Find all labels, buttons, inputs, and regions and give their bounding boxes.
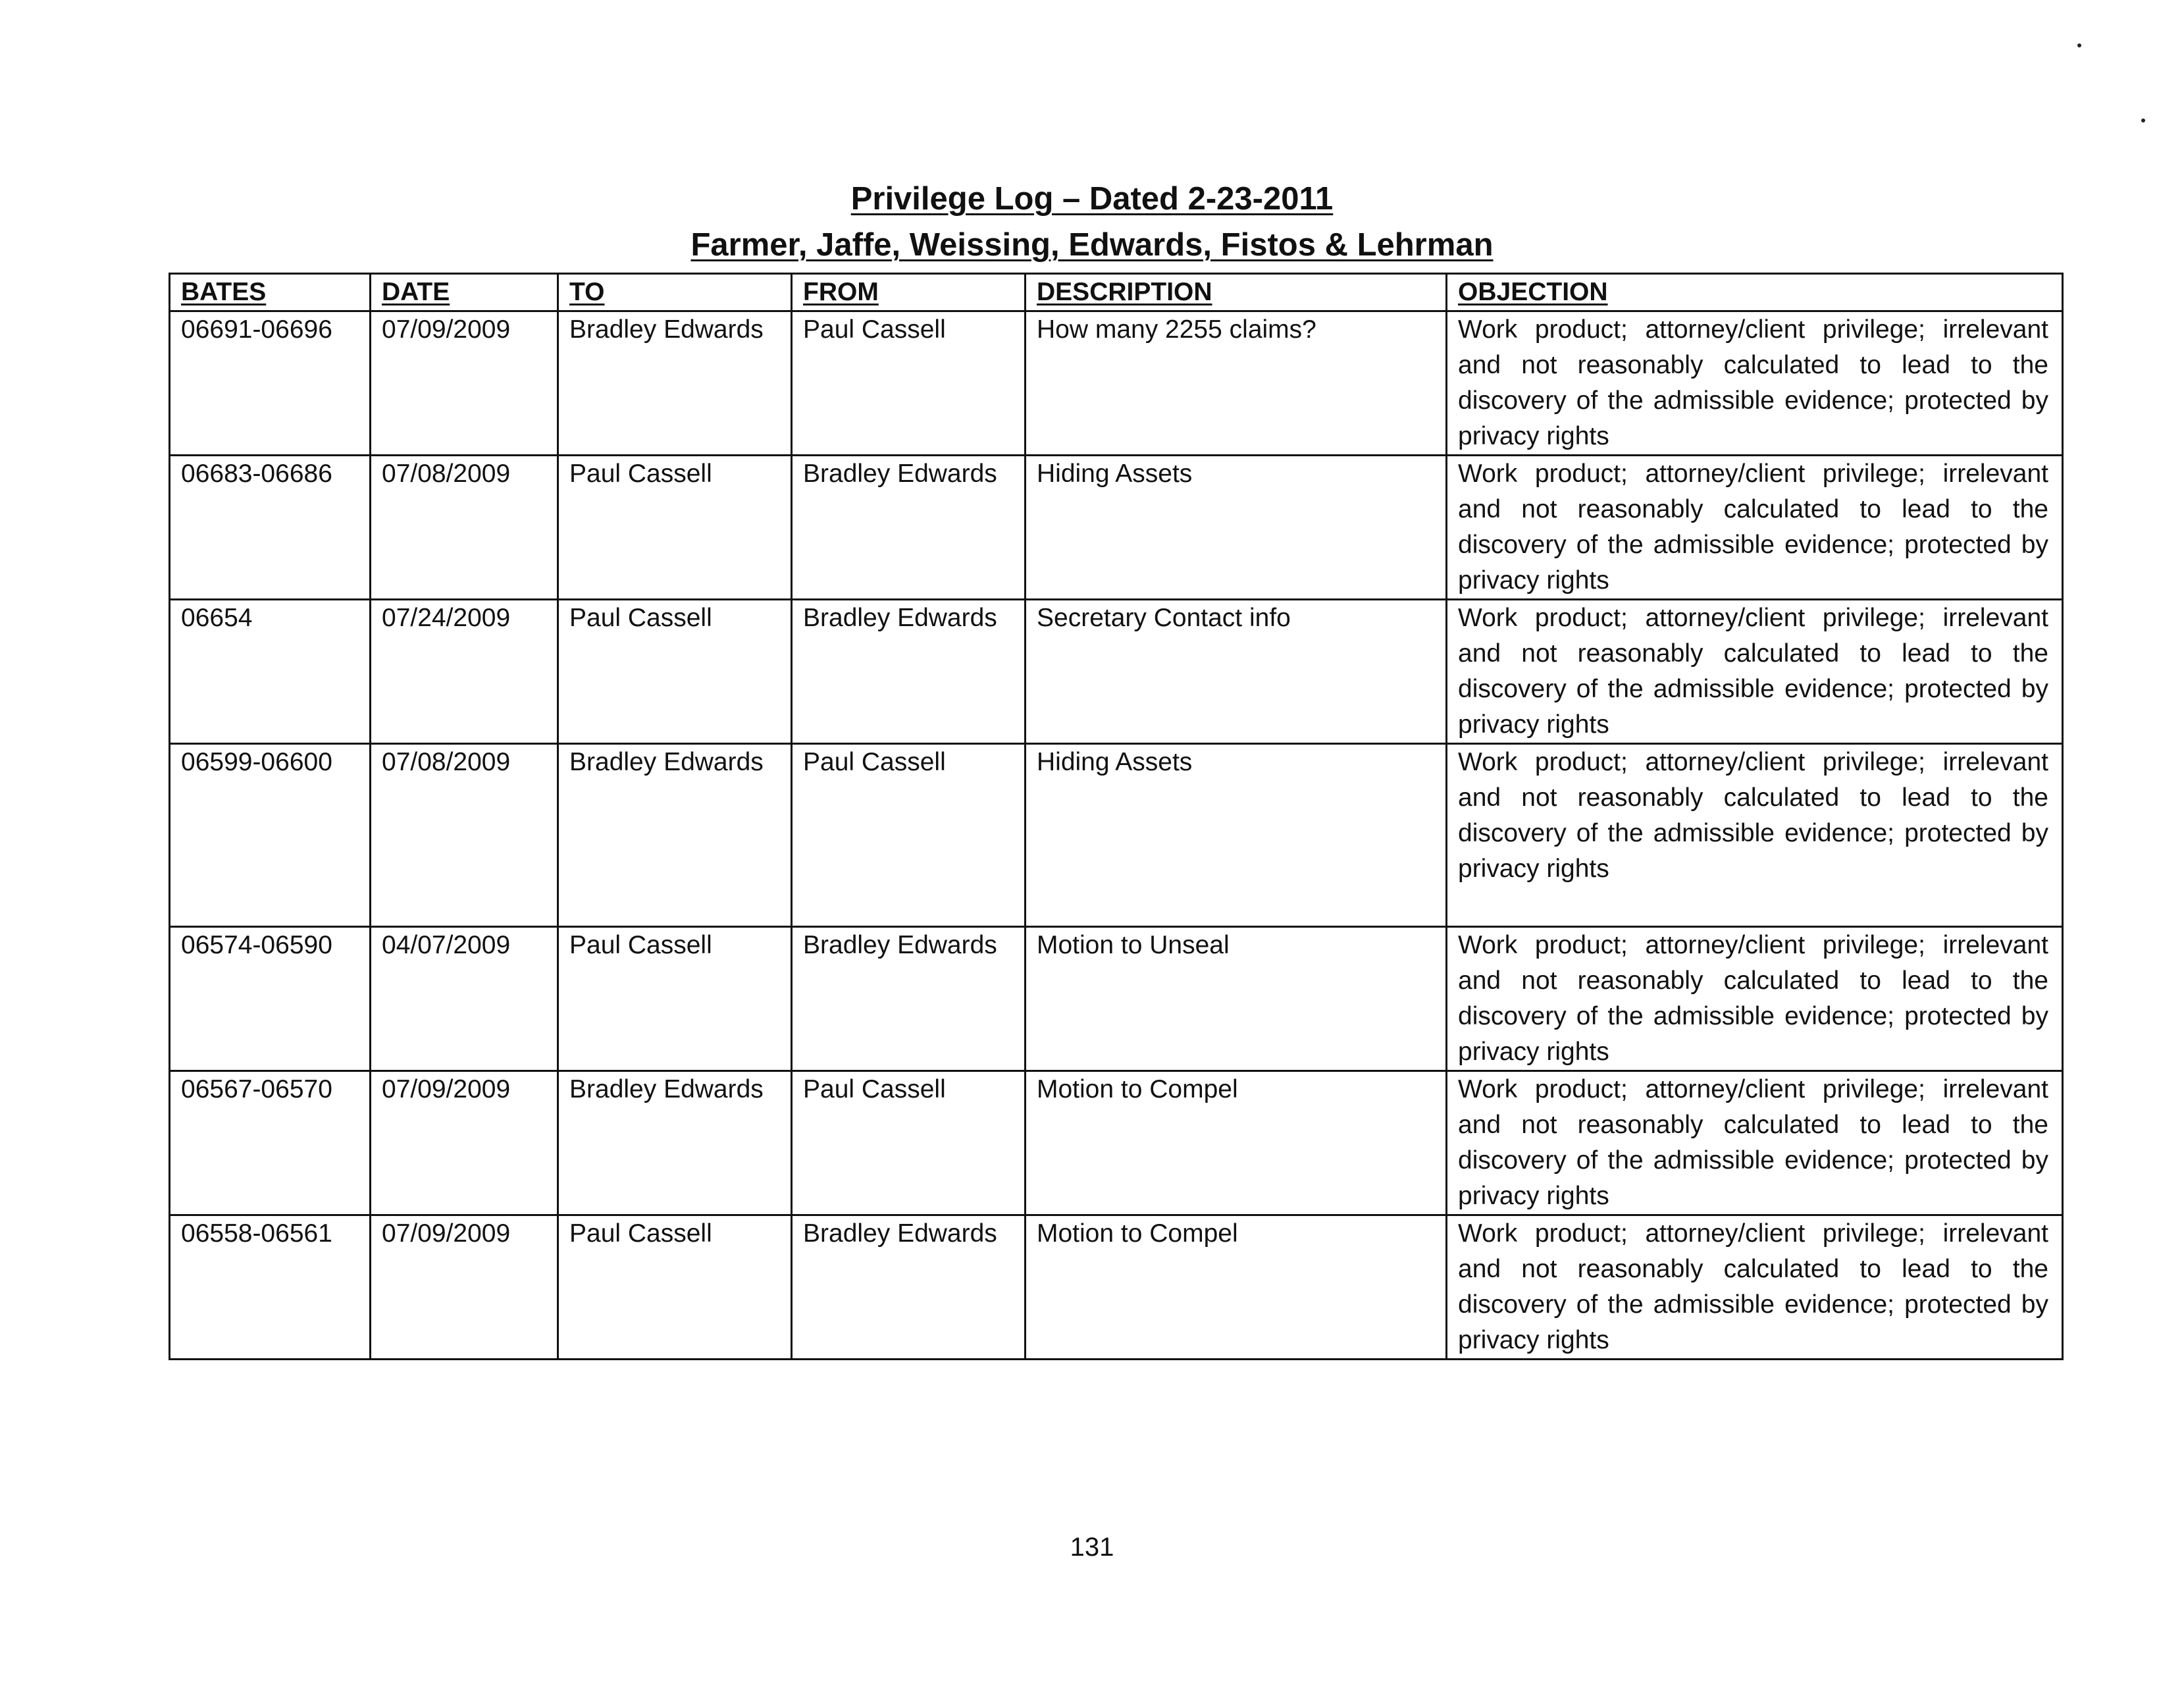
to-cell: Bradley Edwards bbox=[558, 311, 792, 456]
header-row bbox=[170, 274, 2063, 311]
date-cell: 07/08/2009 bbox=[371, 744, 558, 927]
to-cell: Paul Cassell bbox=[558, 1215, 792, 1360]
from-cell: Bradley Edwards bbox=[792, 600, 1026, 744]
date-cell: 07/09/2009 bbox=[371, 311, 558, 456]
table-row bbox=[170, 311, 2063, 456]
objection-cell: Work product; attorney/client privilege; irrelevant and not reasonably calculated to lead to the discovery of the admissible evidence; protected by privacy rights bbox=[1447, 600, 2063, 744]
objection-cell: Work product; attorney/client privilege; irrelevant and not reasonably calculated to lead to the discovery of the admissible evidence; protected by privacy rights bbox=[1447, 927, 2063, 1071]
objection-cell: Work product; attorney/client privilege; irrelevant and not reasonably calculated to lead to the discovery of the admissible evidence; protected by privacy rights bbox=[1447, 744, 2063, 927]
from-cell: Bradley Edwards bbox=[792, 927, 1026, 1071]
to-cell: Paul Cassell bbox=[558, 456, 792, 600]
scan-speck bbox=[2141, 119, 2145, 122]
column-header-objection: OBJECTION bbox=[1447, 274, 2063, 311]
bates-cell: 06567-06570 bbox=[170, 1071, 371, 1215]
from-cell: Bradley Edwards bbox=[792, 456, 1026, 600]
date-cell: 07/24/2009 bbox=[371, 600, 558, 744]
from-cell: Paul Cassell bbox=[792, 1071, 1026, 1215]
description-cell: Motion to Compel bbox=[1026, 1215, 1447, 1360]
bates-cell: 06574-06590 bbox=[170, 927, 371, 1071]
objection-cell: Work product; attorney/client privilege; irrelevant and not reasonably calculated to lead to the discovery of the admissible evidence; protected by privacy rights bbox=[1447, 456, 2063, 600]
date-cell: 07/09/2009 bbox=[371, 1071, 558, 1215]
table-row bbox=[170, 1215, 2063, 1360]
table-row bbox=[170, 744, 2063, 927]
description-cell: How many 2255 claims? bbox=[1026, 311, 1447, 456]
privilege-log-table bbox=[169, 273, 2064, 1360]
scan-speck bbox=[2077, 43, 2081, 47]
bates-cell: 06691-06696 bbox=[170, 311, 371, 456]
document-subtitle: Farmer, Jaffe, Weissing, Edwards, Fistos & Lehrman bbox=[690, 227, 1494, 263]
bates-cell: 06683-06686 bbox=[170, 456, 371, 600]
date-cell: 04/07/2009 bbox=[371, 927, 558, 1071]
objection-cell: Work product; attorney/client privilege; irrelevant and not reasonably calculated to lead to the discovery of the admissible evidence; protected by privacy rights bbox=[1447, 1071, 2063, 1215]
date-cell: 07/09/2009 bbox=[371, 1215, 558, 1360]
bates-cell: 06599-06600 bbox=[170, 744, 371, 927]
to-cell: Bradley Edwards bbox=[558, 1071, 792, 1215]
document-title: Privilege Log – Dated 2-23-2011 bbox=[850, 181, 1334, 217]
description-cell: Secretary Contact info bbox=[1026, 600, 1447, 744]
bates-cell: 06654 bbox=[170, 600, 371, 744]
description-cell: Motion to Compel bbox=[1026, 1071, 1447, 1215]
column-header-date: DATE bbox=[371, 274, 558, 311]
from-cell: Paul Cassell bbox=[792, 744, 1026, 927]
date-cell: 07/08/2009 bbox=[371, 456, 558, 600]
table-row bbox=[170, 1071, 2063, 1215]
table-row bbox=[170, 927, 2063, 1071]
column-header-description: DESCRIPTION bbox=[1026, 274, 1447, 311]
column-header-from: FROM bbox=[792, 274, 1026, 311]
bates-cell: 06558-06561 bbox=[170, 1215, 371, 1360]
page-number: 131 bbox=[1070, 1533, 1114, 1562]
table-row bbox=[170, 456, 2063, 600]
objection-cell: Work product; attorney/client privilege; irrelevant and not reasonably calculated to lead to the discovery of the admissible evidence; protected by privacy rights bbox=[1447, 311, 2063, 456]
from-cell: Bradley Edwards bbox=[792, 1215, 1026, 1360]
table-row bbox=[170, 600, 2063, 744]
from-cell: Paul Cassell bbox=[792, 311, 1026, 456]
column-header-to: TO bbox=[558, 274, 792, 311]
description-cell: Motion to Unseal bbox=[1026, 927, 1447, 1071]
description-cell: Hiding Assets bbox=[1026, 744, 1447, 927]
to-cell: Paul Cassell bbox=[558, 600, 792, 744]
objection-cell: Work product; attorney/client privilege; irrelevant and not reasonably calculated to lead to the discovery of the admissible evidence; protected by privacy rights bbox=[1447, 1215, 2063, 1360]
column-header-bates: BATES bbox=[170, 274, 371, 311]
to-cell: Paul Cassell bbox=[558, 927, 792, 1071]
to-cell: Bradley Edwards bbox=[558, 744, 792, 927]
description-cell: Hiding Assets bbox=[1026, 456, 1447, 600]
